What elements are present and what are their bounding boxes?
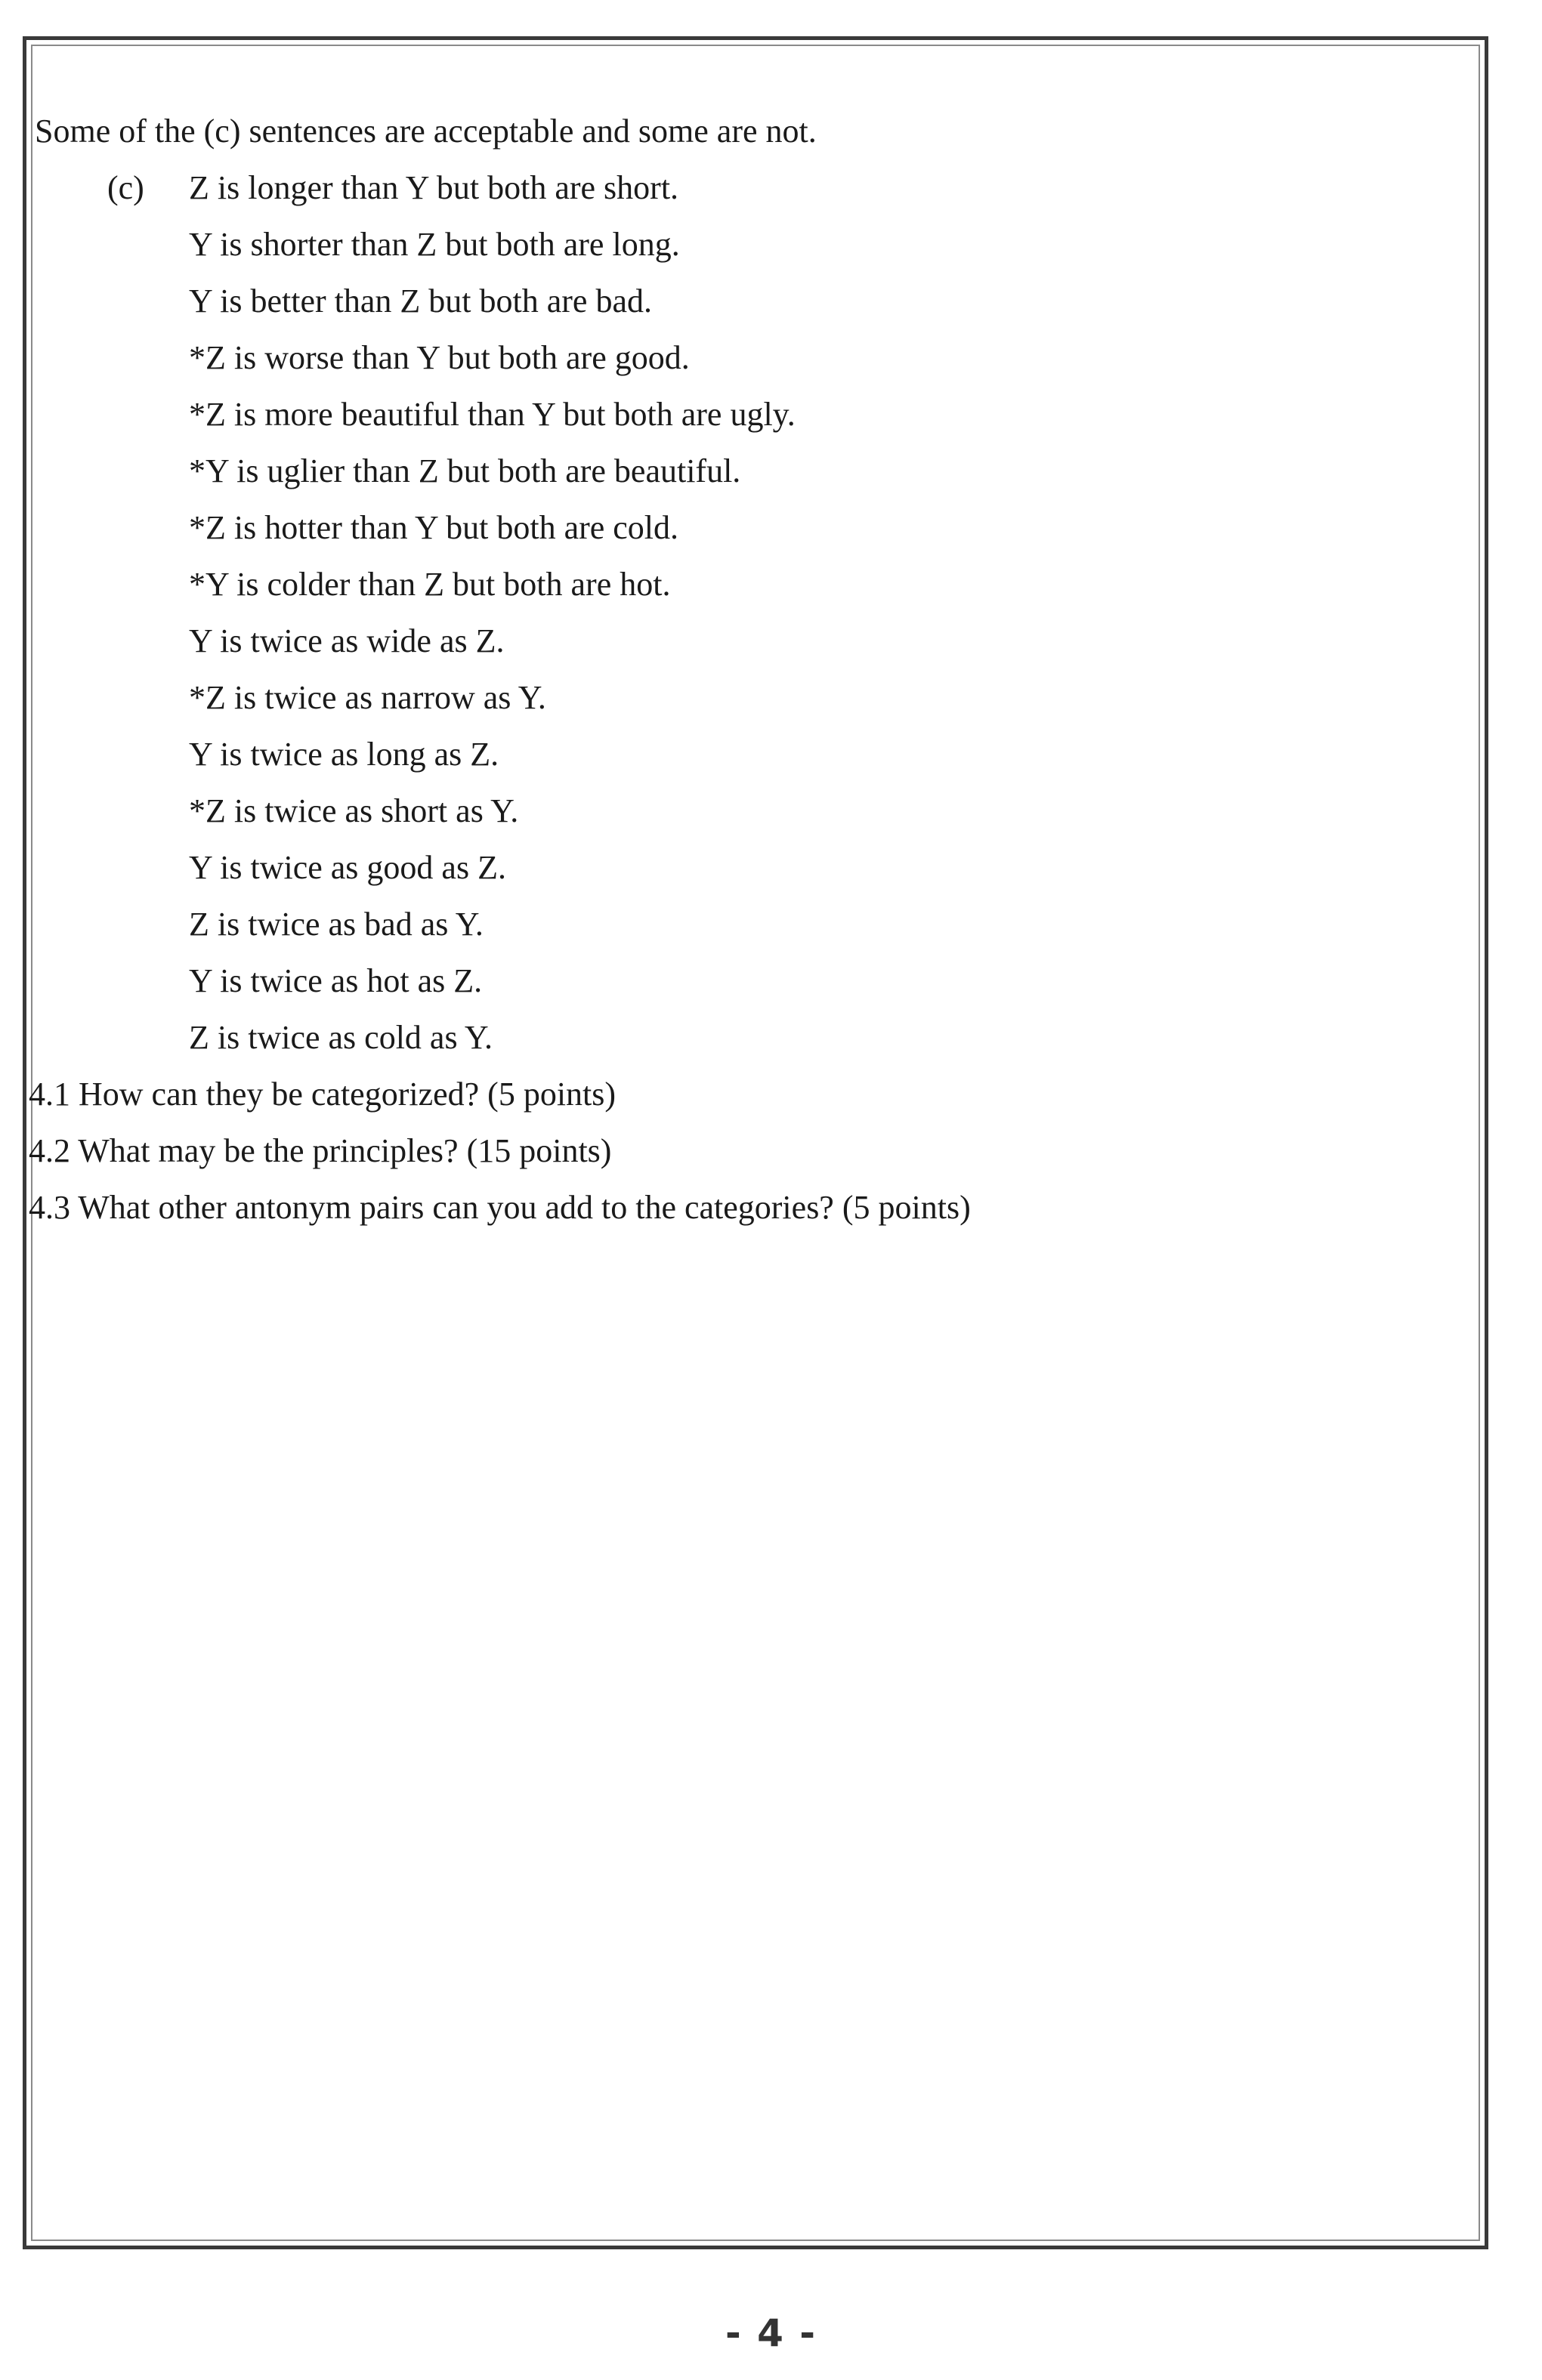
example-sentence: Z is twice as cold as Y. <box>189 1019 493 1056</box>
example-sentence: Z is longer than Y but both are short. <box>189 169 679 206</box>
question-4-3: 4.3 What other antonym pairs can you add to the categories? (5 points) <box>29 1189 971 1226</box>
question-content <box>29 103 1455 1236</box>
question-4-1: 4.1 How can they be categorized? (5 points) <box>29 1076 616 1113</box>
example-sentence: Z is twice as bad as Y. <box>189 906 484 943</box>
example-sentence: *Z is more beautiful than Y but both are ugly. <box>189 396 796 433</box>
example-sentence: *Z is twice as short as Y. <box>189 792 519 829</box>
example-sentence: Y is twice as long as Z. <box>189 736 499 773</box>
example-sentence: Y is shorter than Z but both are long. <box>189 226 680 263</box>
example-sentence: Y is better than Z but both are bad. <box>189 282 652 319</box>
example-sentence: *Z is hotter than Y but both are cold. <box>189 509 679 546</box>
example-sentence: Y is twice as wide as Z. <box>189 622 505 659</box>
example-sentence: *Y is colder than Z but both are hot. <box>189 566 671 603</box>
page-number: - 4 - <box>725 2311 817 2355</box>
example-sentence: *Z is twice as narrow as Y. <box>189 679 546 716</box>
example-sentence: Y is twice as good as Z. <box>189 849 506 886</box>
intro-text: Some of the (c) sentences are acceptable and some are not. <box>35 113 817 150</box>
example-sentence: *Y is uglier than Z but both are beautiful. <box>189 452 741 489</box>
example-sentence: *Z is worse than Y but both are good. <box>189 339 690 376</box>
example-sentence: Y is twice as hot as Z. <box>189 962 483 999</box>
example-label: (c) <box>107 169 144 206</box>
question-4-2: 4.2 What may be the principles? (15 points) <box>29 1132 612 1169</box>
example-first-line <box>35 159 1455 216</box>
